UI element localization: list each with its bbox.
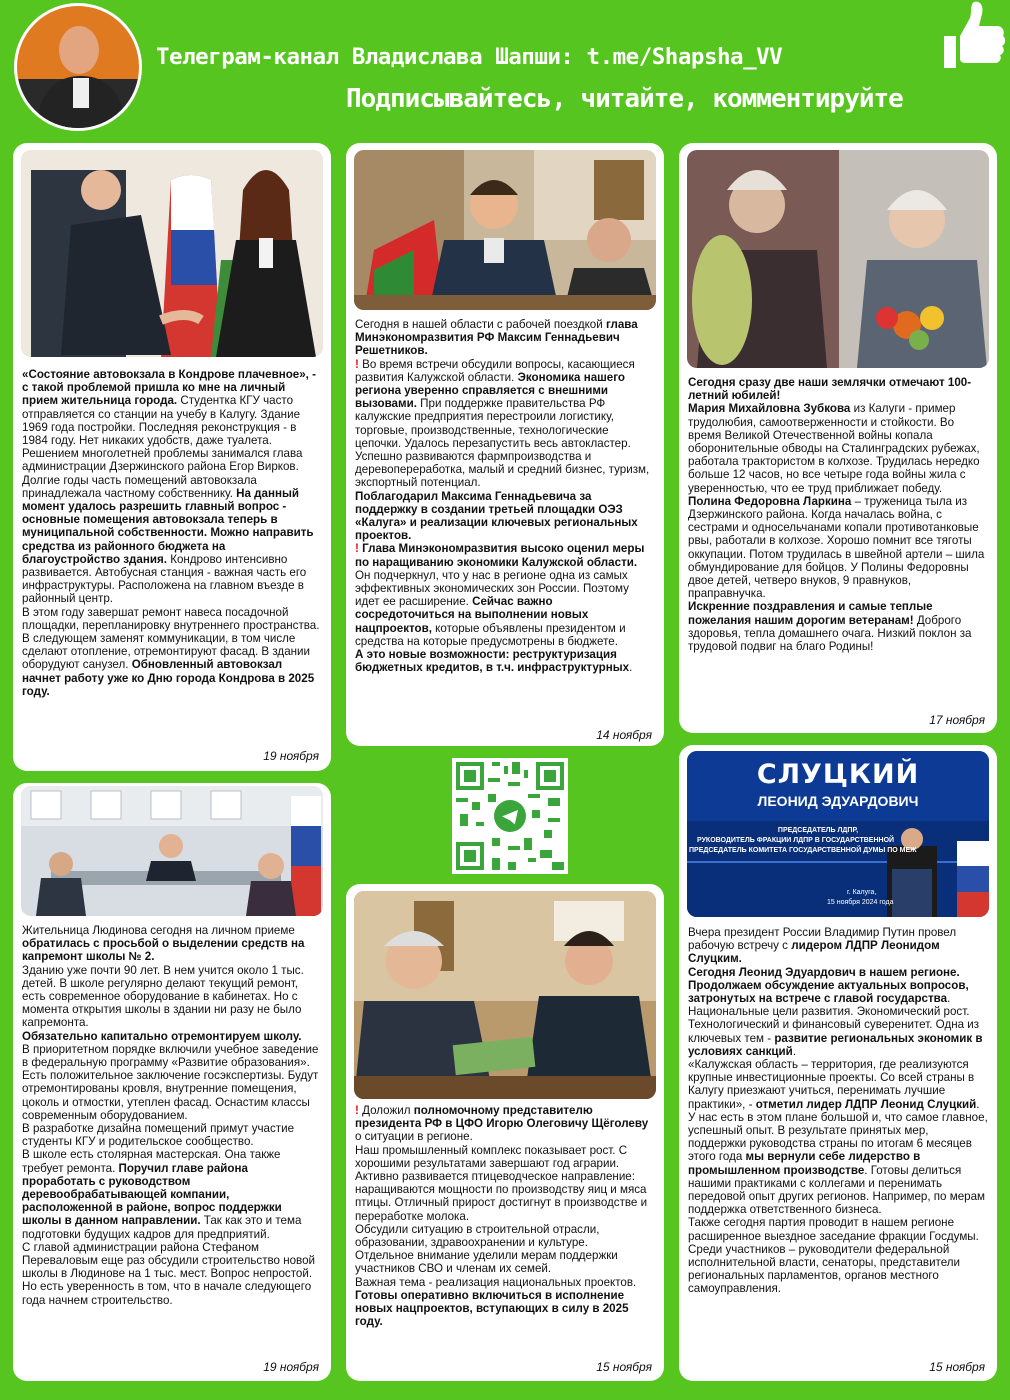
post-card-slutsky [679,745,997,1381]
text-run: Студентка КГУ часто отправляется со станции на учебу в Калугу. Здание 1969 года постройки. Последняя реконструкция - в 1984 году. Нет никаких удобств, даже туалета. [22,394,301,448]
text-run: Вчера президент России Владимир Путин провел рабочую встречу с [688,926,957,953]
text-run: Глава Минэкономразвития высоко оценил меры по наращиванию экономики Калужской области. [355,542,645,569]
post-paragraph [688,1005,988,1058]
post-paragraph [355,1223,655,1249]
post-paragraph [355,542,655,648]
text-run: Решением многолетней проблемы занимался глава администрации Дзержинского района Егор Вирков. Долгие годы часть помещений автовокзала принадлежала частному собственнику. [22,447,303,500]
post-paragraph [355,1144,655,1223]
slide-city: г. Калуга, [847,889,877,896]
post-paragraph [688,402,988,494]
post-paragraph [22,447,322,605]
text-run: Сегодня Леонид Эдуардович в нашем регионе. Продолжаем обсуждение актуальных вопросов, затронутых на встрече с главой государства [688,965,969,1006]
text-run: развитие региональных экономик в условиях санкций [688,1031,983,1058]
text-run: Зданию уже почти 90 лет. В нем учится около 1 тыс. детей. В школе регулярно делают текущий ремонт, есть современное оборудование в кабинетах. Но с момента открытия школы в здании ни разу не было капремонта. [22,963,304,1030]
post-text [22,368,322,698]
post-paragraph [355,1249,655,1275]
text-run: Обсудили ситуацию в строительной отрасли, образовании, здравоохранении и культуре. [355,1222,600,1250]
post-date: 19 ноября [263,1360,319,1374]
text-run: «Состояние автовокзала в Кондрове плачевное», - с такой проблемой пришла ко мне на личный прием жительница города. [22,368,316,408]
post-text [355,1104,655,1328]
photo-slutsky-podium [687,751,989,917]
text-run: В разработке дизайна помещений примут участие студенты КГУ и родительское сообщество. [22,1122,295,1149]
post-paragraph [22,1148,322,1240]
photo-veterans [687,150,989,368]
photo-meeting-minister [354,150,656,310]
post-paragraph [22,1030,322,1043]
text-run: Сегодня сразу две наши землячки отмечают 100-летний юбилей! [688,376,972,403]
text-run: Доброго здоровья, тепла домашнего очага. Низкий поклон за трудовой подвиг на благо Родины! [688,613,972,654]
post-paragraph [355,490,655,543]
post-text [688,926,988,1296]
post-paragraph [355,1104,655,1144]
text-run: При поддержке правительства РФ калужские предприятия перестроили логистику, торговые, производственные, технологические цепочки. Удалось перезапустить весь автокластер. Успешно развиваются фармпроизводства и деревопереработка, малый и средний бизнес, туризм, экспортный потенциал. [355,397,650,490]
text-run: Доложил [362,1104,414,1117]
post-paragraph [22,1043,322,1122]
post-paragraph [688,926,988,966]
post-card-kondrovo [13,143,331,771]
post-card-shchegolev [346,884,664,1381]
text-run: о ситуации в регионе. [355,1130,473,1144]
post-paragraph [355,358,655,490]
slide-date: 15 ноября 2024 года [827,899,894,906]
text-run: Так как это и тема подготовки будущих кадров для предприятий. [22,1214,302,1241]
post-date: 19 ноября [263,749,319,763]
text-run: . [792,1044,797,1058]
text-run: Экономика нашего региона уверенно справляется с внешними вызовами. [355,370,626,411]
post-paragraph [22,1122,322,1148]
exclamation-mark: ! [355,542,363,556]
text-run: В школе есть столярная мастерская. Она также требует ремонта. [22,1148,281,1175]
text-run: которые объявлены президентом и средства на которые предусмотрены в бюджете. [355,621,626,648]
post-text [22,924,322,1307]
text-run: отметил лидер ЛДПР Леонид Слуцкий [755,1097,977,1111]
text-run: Обязательно капитально отремонтируем школу. [22,1029,302,1043]
author-avatar [14,3,142,131]
header-subscribe-line: Подписывайтесь, читайте, комментируйте [346,84,903,114]
text-run: Полина Федоровна Ларкина [688,494,852,508]
post-date: 15 ноября [596,1360,652,1374]
post-paragraph [688,966,988,1006]
post-paragraph [688,1058,988,1111]
post-paragraph [688,376,988,402]
slide-line3: ПРЕДСЕДАТЕЛЬ КОМИТЕТА ГОСУДАРСТВЕННОЙ ДУМЫ ПО МЕЖ [689,847,917,854]
post-paragraph [688,495,988,601]
post-date: 17 ноября [929,713,985,727]
post-paragraph [688,1216,988,1295]
text-run: На данный момент удалось разрешить главный вопрос - основные помещения автовокзала теперь в муниципальной собственности. Можно направить средства из районного бюджета на благоустройство здания. [22,486,314,566]
text-run: . [976,1097,980,1111]
text-run: Жительница Людинова сегодня на личном приеме [22,924,295,937]
text-run: Кондрово интенсивно развивается. Автобусная станция - важная часть его инфраструктуры. Расположена на главном въезде в районный центр. [22,552,307,606]
post-paragraph [22,368,322,447]
text-run: Также сегодня партия проводит в нашем регионе расширенное выездное заседание фракции Госдумы. Среди участников – руководители федеральной исполнительной власти, сенаторы, представители региональных парламентов, органов местного самоуправления. [688,1216,979,1296]
post-card-centenarians [679,143,997,733]
text-run: обратилась с просьбой о выделении средств на капремонт школы № 2. [22,937,305,964]
text-run: мы вернули себе лидерство в промышленном производстве [688,1150,921,1177]
exclamation-mark: ! [355,1104,363,1117]
post-text [688,376,988,653]
text-run: Он подчеркнул, что у нас в регионе одна из самых эффективных экономических зон России. Поэтому идет ее расширение. [355,568,629,609]
text-run: С главой администрации района Стефаном Переваловым еще раз обсудили строительство новой школы в Людинове на 1 тыс. мест. Вопрос непростой. Но есть уверенность в том, что в начале следующего года начнем строительство. [22,1240,316,1307]
text-run: У нас есть в этом плане большой и, что самое главное, успешный опыт. В результате принятых мер, поддержки руководства страны по итогам 6 месяцев этого года [688,1110,988,1164]
post-paragraph [22,606,322,698]
post-paragraph [355,318,655,358]
text-run: Сегодня в нашей области с рабочей поездкой [355,318,606,331]
post-paragraph [22,1241,322,1307]
text-run: глава Минэкономразвития РФ Максим Геннадьевич Решетников. [355,318,638,358]
slide-line1: ПРЕДСЕДАТЕЛЬ ЛДПР, [777,827,859,834]
slide-patronymic: ЛЕОНИД ЭДУАРДОВИЧ [757,793,919,809]
text-run: . Готовы делиться нашими практиками с коллегами и перенимать передовой опыт других регионов. Например, по мерам поддержка ответственного бизнеса. [688,1163,986,1217]
slide-name: СЛУЦКИЙ [756,759,920,790]
text-run: А это новые возможности: реструктуризация бюджетных кредитов, в т.ч. инфраструктурных [355,648,630,675]
header-telegram-line: Телеграм-канал Владислава Шапши: t.me/Shapsha_VV [156,44,783,70]
slide-line2: РУКОВОДИТЕЛЬ ФРАКЦИИ ЛДПР В ГОСУДАРСТВЕННОЙ [697,837,895,844]
text-run: В приоритетном порядке включили учебное заведение в федеральную программу «Развитие образования». Есть положительное заключение госэкспертизы. Будут отремонтированы кровля, внутренние помещения, цоколь и отмостки, утеплен фасад. Оснастим классы современным оборудованием. [22,1042,319,1122]
thumbs-up-icon [936,0,1006,72]
text-run: Национальные цели развития. Экономический рост. Технологический и финансовый суверенитет. Одна из ключевых тем - [688,1005,980,1045]
text-run: . [947,992,951,1006]
post-paragraph [22,964,322,1030]
text-run: Важная тема - реализация национальных проектов. [355,1275,637,1289]
text-run: – труженица тыла из Дзержинского района. Когда началась война, с сестрами и односельчанами копали противотанковые рвы, работали в колхозе. Хорошо помнит все тяготы оккупации. Потом трудилась в швейной артели – шила обмундирование для бойцов. У Полины Федоровны двое детей, четверо внуков, 9 правнуков, праправнучка. [688,494,985,601]
post-paragraph [688,1111,988,1217]
post-paragraph [355,648,655,674]
text-run: из Калуги - пример трудолюбия, самоотверженности и стойкости. Во время Великой Отечественной войны копала оборонительные обводы на Сталинградских рубежах, работала трактористом в колхозе. Трудилась нередко больше 12 часов, но все четыре года войны жила с уверенностью, что ее труд приближает победу. [688,402,980,495]
text-run: В этом году завершат ремонт навеса посадочной площадки, перепланировку внутреннего пространства. В следующем заменят коммуникации, в том числе сделают отопление, отремонтируют фасад. В здании оборудуют санузел. [22,605,320,672]
text-run: Поручил главе района проработать с руководством деревообрабатывающей компании, расположенной в районе, вопрос поддержки школы в данном направлении. [22,1161,282,1228]
post-card-reshetnikov [346,143,664,746]
text-run: Во время встречи обсудили вопросы, касающиеся развития Калужской области. [355,357,635,384]
text-run: полномочному представителю президента РФ в ЦФО Игорю Олеговичу Щёголеву [355,1104,649,1131]
text-run: лидером ЛДПР Леонидом Слуцким. [688,939,940,966]
exclamation-mark: ! [355,357,363,371]
post-card-lyudinovo-school [13,783,331,1381]
text-run: . [629,661,633,675]
photo-meeting-resident [21,150,323,357]
text-run: Мария Михайловна Зубкова [688,402,851,416]
text-run: Наш промышленный комплекс показывает рост. С хорошими результатами завершают год аграрии. Активно развивается птицеводческое направление: наращиваются мощности по производству яиц и мяса птицы. Отличный прирост достигнут в производстве и переработке молока. [355,1143,648,1223]
post-date: 15 ноября [929,1360,985,1374]
text-run: Готовы оперативно включиться в исполнение новых нацпроектов, вступающих в силу в 2025 году. [355,1288,629,1329]
post-text [355,318,655,674]
text-run: Сейчас важно сосредоточиться на выполнении новых нацпроектов, [355,595,589,635]
photo-meeting-envoy [354,891,656,1099]
text-run: Обновленный автовокзал начнет работу уже ко Дню города Кондрова в 2025 году. [22,658,315,698]
text-run: Отдельное внимание уделили мерам поддержки участников СВО и членам их семей. [355,1249,618,1276]
post-paragraph [688,600,988,653]
post-paragraph [22,924,322,964]
qr-code-icon[interactable] [452,758,568,874]
text-run: Поблагодарил Максима Геннадьевича за поддержку в создании третьей площадки ОЭЗ «Калуга» и реализации ключевых региональных проектов. [355,489,638,543]
post-date: 14 ноября [596,728,652,742]
photo-meeting-table [21,786,323,916]
text-run: «Калужская область – территория, где реализуются крупные инвестиционные проекты. Со всей страны в Калугу приезжают учиться, перенимать лучшие практики», - [688,1058,975,1111]
text-run: Искренние поздравления и самые теплые пожелания нашим дорогим ветеранам! [688,600,933,627]
post-paragraph [355,1276,655,1329]
